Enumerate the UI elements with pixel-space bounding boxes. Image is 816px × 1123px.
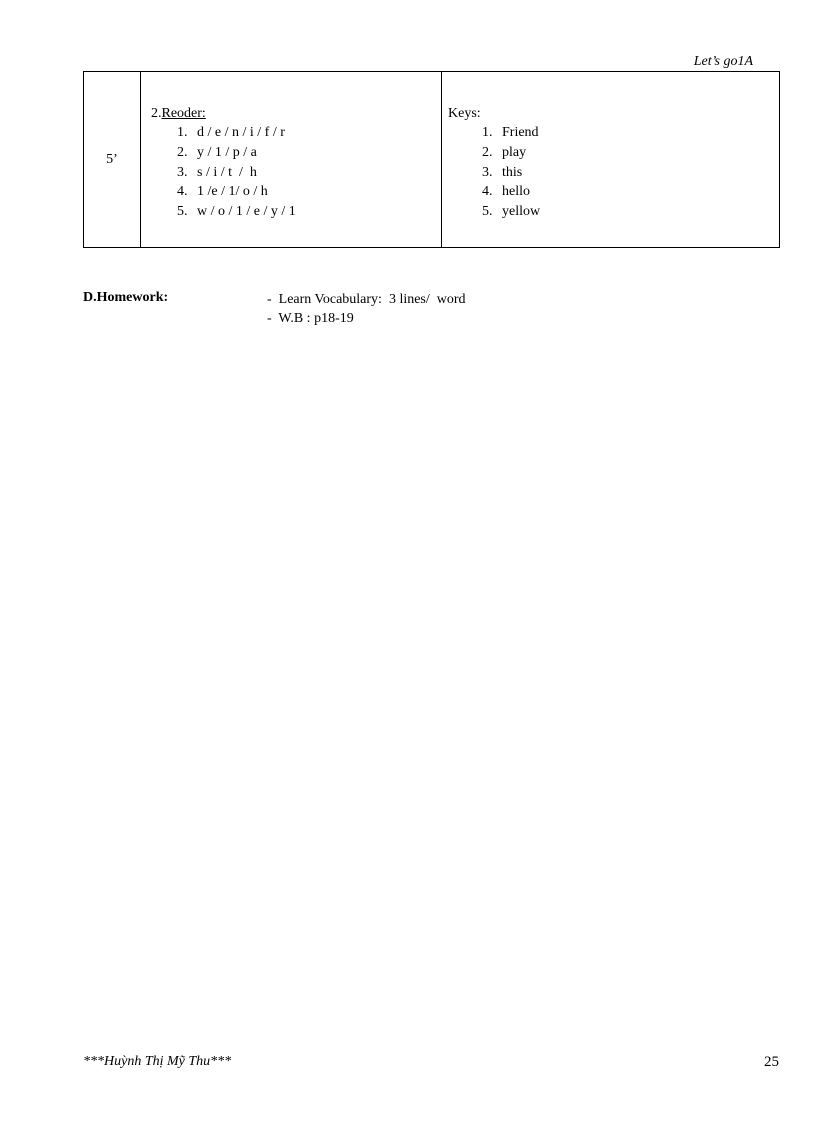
- table-row: [84, 72, 780, 248]
- item-number: 3.: [482, 164, 493, 180]
- keys-list: [448, 123, 779, 221]
- item-text: d / e / n / i / f / r: [197, 125, 285, 141]
- list-item: - Learn Vocabulary: 3 lines/ word: [267, 292, 466, 307]
- item-text: s / i / t / h: [197, 164, 257, 180]
- list-item: [448, 123, 779, 143]
- activity-cell: [141, 72, 442, 248]
- list-item: [151, 143, 441, 163]
- list-item: [151, 202, 441, 222]
- list-item: [448, 182, 779, 202]
- homework-list: [267, 290, 466, 328]
- item-text: y / 1 / p / a: [197, 144, 257, 160]
- time-cell: 5’: [84, 72, 141, 248]
- item-text: 1 /e / 1/ o / h: [197, 184, 268, 200]
- item-number: 5.: [482, 203, 493, 219]
- activity-heading: [151, 104, 441, 124]
- item-number: 3.: [177, 164, 188, 180]
- page-number: 25: [764, 1054, 779, 1070]
- list-item: [448, 143, 779, 163]
- list-item: [151, 182, 441, 202]
- list-item: - W.B : p18-19: [267, 311, 354, 326]
- list-item: [151, 163, 441, 183]
- lesson-table: [83, 71, 780, 248]
- item-text: yellow: [502, 203, 541, 219]
- item-number: 5.: [177, 203, 188, 219]
- item-number: 4.: [482, 184, 493, 200]
- list-item: [448, 202, 779, 222]
- keys-cell: [442, 72, 780, 248]
- item-text: play: [502, 144, 527, 160]
- item-number: 2.: [482, 144, 493, 160]
- activity-list: [151, 123, 441, 221]
- list-item: [151, 123, 441, 143]
- activity-number: 2.: [151, 105, 162, 121]
- item-number: 2.: [177, 144, 188, 160]
- item-text: Friend: [502, 125, 539, 141]
- item-number: 1.: [482, 125, 493, 141]
- footer-author: ***Huỳnh Thị Mỹ Thu***: [83, 1054, 232, 1069]
- item-text: this: [502, 164, 523, 180]
- homework-title: D.Homework:: [83, 290, 169, 305]
- item-number: 4.: [177, 184, 188, 200]
- item-text: hello: [502, 184, 530, 200]
- item-number: 1.: [177, 125, 188, 141]
- activity-title: Reoder:: [161, 105, 206, 121]
- keys-heading: Keys:: [448, 105, 481, 121]
- item-text: w / o / 1 / e / y / 1: [197, 203, 296, 219]
- book-title: Let’s go1A: [693, 54, 753, 69]
- list-item: [448, 163, 779, 183]
